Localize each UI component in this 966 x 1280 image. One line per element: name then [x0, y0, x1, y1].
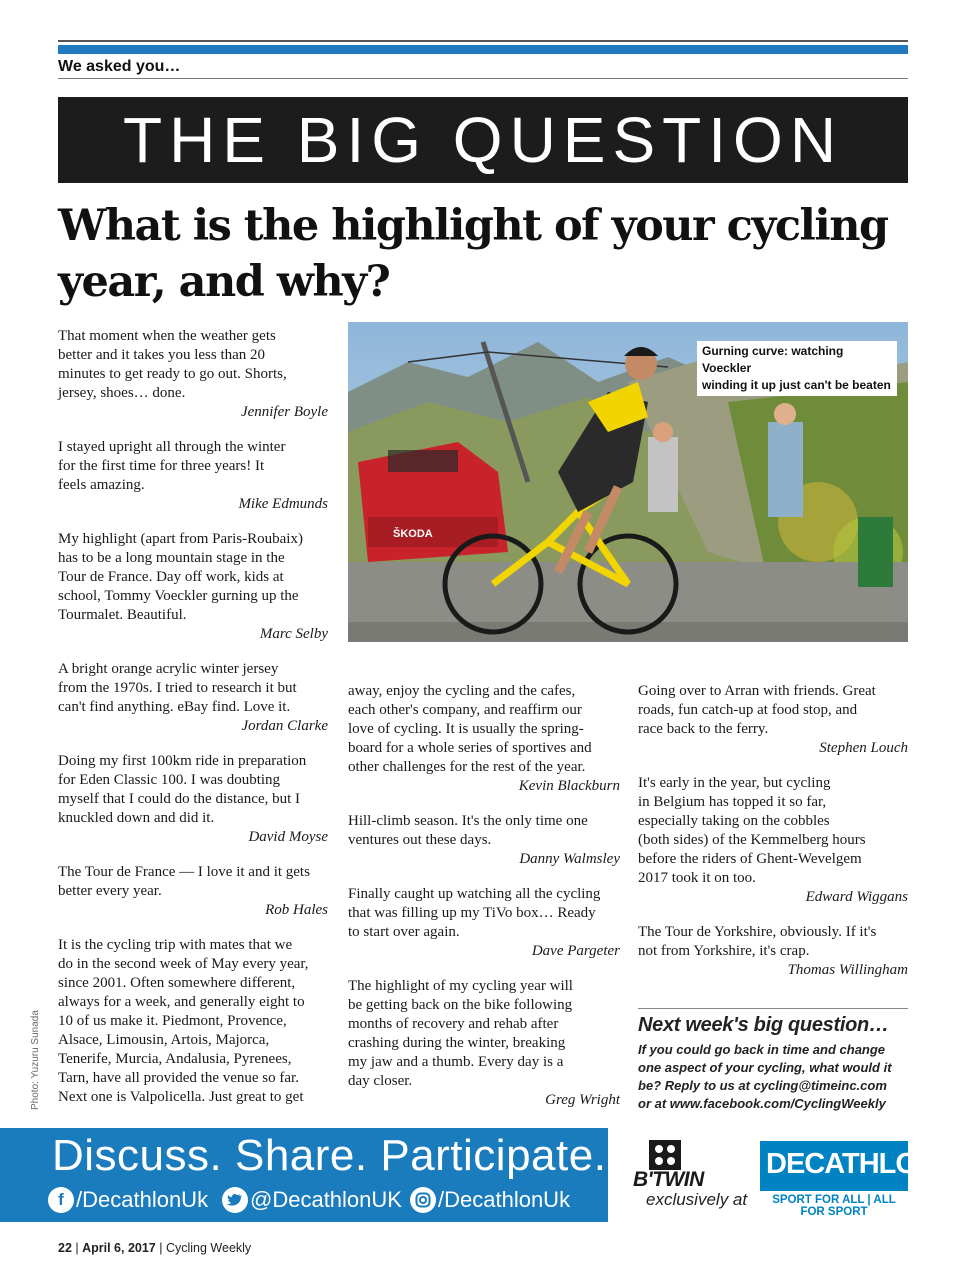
answer-line: to start over again. [348, 924, 460, 940]
answer-line: (both sides) of the Kemmelberg hours [638, 832, 866, 848]
answer-line: That moment when the weather gets [58, 328, 276, 344]
photo-credit: Photo: Yuzuru Sunada [30, 1010, 41, 1110]
page-headline [58, 198, 908, 310]
answer-line: Next one is Valpolicella. Just great to get [58, 1089, 304, 1105]
decathlon-tagline: SPORT FOR ALL | ALL FOR SPORT [772, 1194, 896, 1218]
facebook-handle: /DecathlonUk [76, 1187, 209, 1212]
instagram-handle: /DecathlonUk [438, 1187, 571, 1212]
twitter-link[interactable] [222, 1186, 402, 1214]
reader-answer [348, 977, 620, 1091]
reader-name: Edward Wiggans [805, 889, 908, 905]
next-week-title: Next week's big question… [638, 1014, 889, 1036]
answer-line: 2017 took it on too. [638, 870, 756, 886]
reader-name: Jordan Clarke [241, 718, 328, 734]
column-2 [348, 682, 620, 1126]
reader-answer [638, 923, 908, 961]
answer-line: My highlight (apart from Paris-Roubaix) [58, 531, 303, 547]
answer-line: better and it takes you less than 20 [58, 347, 266, 363]
answer-line: Alsace, Limousin, Artois, Majorca, [58, 1032, 270, 1048]
reader-name: Dave Pargeter [531, 943, 620, 959]
answer-line: Hill-climb season. It's the only time one [348, 813, 588, 829]
answer-line: ventures out these days. [348, 832, 492, 848]
answer-line: for Eden Classic 100. I was doubting [58, 772, 281, 788]
next-week-body [638, 1041, 910, 1113]
answer-line: do in the second week of May every year, [58, 956, 309, 972]
facebook-link[interactable] [48, 1186, 208, 1214]
magazine-name: Cycling Weekly [165, 1241, 252, 1255]
answer-line: especially taking on the cobbles [638, 813, 830, 829]
caption-line-1: Gurning curve: watching Voeckler [702, 344, 844, 375]
answer-line: be getting back on the bike following [348, 997, 573, 1013]
page-folio: 22 | April 6, 2017 | Cycling Weekly [58, 1241, 252, 1255]
next-week-line: or at www.facebook.com/CyclingWeekly [638, 1096, 886, 1111]
answer-line: The Tour de France — I love it and it gets [58, 864, 310, 880]
reader-name: Kevin Blackburn [518, 778, 620, 794]
answer-line: my jaw and a thumb. Every day is a [348, 1054, 564, 1070]
section-banner: THE BIG QUESTION [58, 97, 908, 183]
team-car-label: ŠKODA [393, 528, 433, 540]
reader-name: David Moyse [248, 829, 328, 845]
headline-line-1: What is the highlight of your cycling [58, 201, 888, 251]
answer-line: that was filling up my TiVo box… Ready [348, 905, 596, 921]
reader-name: Mike Edmunds [238, 496, 328, 512]
reader-answer [58, 752, 328, 828]
reader-answer [58, 327, 328, 403]
answer-line: each other's company, and reaffirm our [348, 702, 582, 718]
answer-line: It's early in the year, but cycling [638, 775, 831, 791]
answer-line: A bright orange acrylic winter jersey [58, 661, 279, 677]
answer-line: The highlight of my cycling year will [348, 978, 573, 994]
answer-line: Doing my first 100km ride in preparation [58, 753, 307, 769]
btwin-wordmark: B'TWIN [633, 1168, 704, 1191]
reader-name: Marc Selby [259, 626, 328, 642]
answer-line: better every year. [58, 883, 162, 899]
decathlon-wordmark: DECATHLON [766, 1148, 937, 1180]
answer-line: Tenerife, Murcia, Andalusia, Pyrenees, [58, 1051, 292, 1067]
instagram-icon [410, 1187, 436, 1213]
reader-answer [58, 863, 328, 901]
answer-line: crashing during the winter, breaking [348, 1035, 566, 1051]
reader-answer [58, 936, 328, 1107]
answer-line: Going over to Arran with friends. Great [638, 683, 876, 699]
issue-date: April 6, 2017 [82, 1241, 156, 1255]
answer-line: day closer. [348, 1073, 413, 1089]
answer-line: away, enjoy the cycling and the cafes, [348, 683, 576, 699]
next-week-line: If you could go back in time and change [638, 1042, 886, 1057]
answer-line: school, Tommy Voeckler gurning up the [58, 588, 299, 604]
reader-answer [58, 660, 328, 717]
answer-line: 10 of us make it. Piedmont, Provence, [58, 1013, 287, 1029]
answer-line: Tour de France. Day off work, kids at [58, 569, 284, 585]
reader-name: Thomas Willingham [787, 962, 908, 978]
column-3 [638, 682, 908, 996]
kicker-rule [58, 78, 908, 79]
answer-line: I stayed upright all through the winter [58, 439, 286, 455]
answer-line: roads, fun catch-up at food stop, and [638, 702, 858, 718]
answer-line: The Tour de Yorkshire, obviously. If it's [638, 924, 877, 940]
answer-line: myself that I could do the distance, but I [58, 791, 301, 807]
top-rule [58, 40, 908, 42]
answer-line: jersey, shoes… done. [58, 385, 186, 401]
headline-line-2: year, and why? [58, 257, 390, 307]
reader-answer [638, 774, 908, 888]
twitter-handle: @DecathlonUK [250, 1187, 402, 1212]
answer-line: other challenges for the rest of the year. [348, 759, 586, 775]
answer-line: before the riders of Ghent-Wevelgem [638, 851, 862, 867]
facebook-icon: f [48, 1187, 74, 1213]
reader-name: Jennifer Boyle [240, 404, 328, 420]
answer-line: from the 1970s. I tried to research it but [58, 680, 297, 696]
answer-line: minutes to get ready to go out. Shorts, [58, 366, 287, 382]
photo-caption [697, 341, 897, 396]
answer-line: board for a whole series of sportives and [348, 740, 592, 756]
answer-line: can't find anything. eBay find. Love it. [58, 699, 291, 715]
reader-answer [638, 682, 908, 739]
page-number: 22 [58, 1241, 72, 1255]
next-week-line: one aspect of your cycling, what would it [638, 1060, 892, 1075]
next-week-rule [638, 1008, 908, 1009]
answer-line: not from Yorkshire, it's crap. [638, 943, 810, 959]
answer-line: months of recovery and rehab after [348, 1016, 559, 1032]
answer-line: has to be a long mountain stage in the [58, 550, 285, 566]
answer-line: Tarn, have all provided the venue so far. [58, 1070, 299, 1086]
caption-line-2: winding it up just can't be beaten [702, 378, 891, 392]
answer-line: feels amazing. [58, 477, 145, 493]
answer-line: always for a week, and generally eight to [58, 994, 305, 1010]
reader-answer [58, 530, 328, 625]
top-accent-bar [58, 45, 908, 54]
instagram-link[interactable] [410, 1186, 570, 1214]
answer-line: Finally caught up watching all the cycling [348, 886, 601, 902]
answer-line: race back to the ferry. [638, 721, 769, 737]
answer-line: love of cycling. It is usually the spring- [348, 721, 584, 737]
reader-answer [348, 812, 620, 850]
ad-slogan: Discuss. Share. Participate. [52, 1131, 607, 1180]
reader-answer [348, 885, 620, 942]
reader-name: Greg Wright [545, 1092, 620, 1108]
reader-answer [58, 438, 328, 495]
exclusively-at: exclusively at [646, 1190, 748, 1209]
reader-name: Stephen Louch [819, 740, 908, 756]
reader-answer [348, 682, 620, 777]
twitter-icon [222, 1187, 248, 1213]
reader-name: Rob Hales [265, 902, 328, 918]
answer-line: knuckled down and did it. [58, 810, 215, 826]
next-week-line: be? Reply to us at cycling@timeinc.com [638, 1078, 887, 1093]
section-kicker: We asked you… [58, 58, 181, 75]
answer-line: for the first time for three years! It [58, 458, 265, 474]
reader-name: Danny Walmsley [519, 851, 620, 867]
answer-line: in Belgium has topped it so far, [638, 794, 827, 810]
decathlon-domain: .co.uk [927, 1181, 949, 1190]
answer-line: since 2001. Often somewhere different, [58, 975, 296, 991]
answer-line: Tourmalet. Beautiful. [58, 607, 187, 623]
answer-line: It is the cycling trip with mates that we [58, 937, 293, 953]
column-1 [58, 327, 328, 1107]
